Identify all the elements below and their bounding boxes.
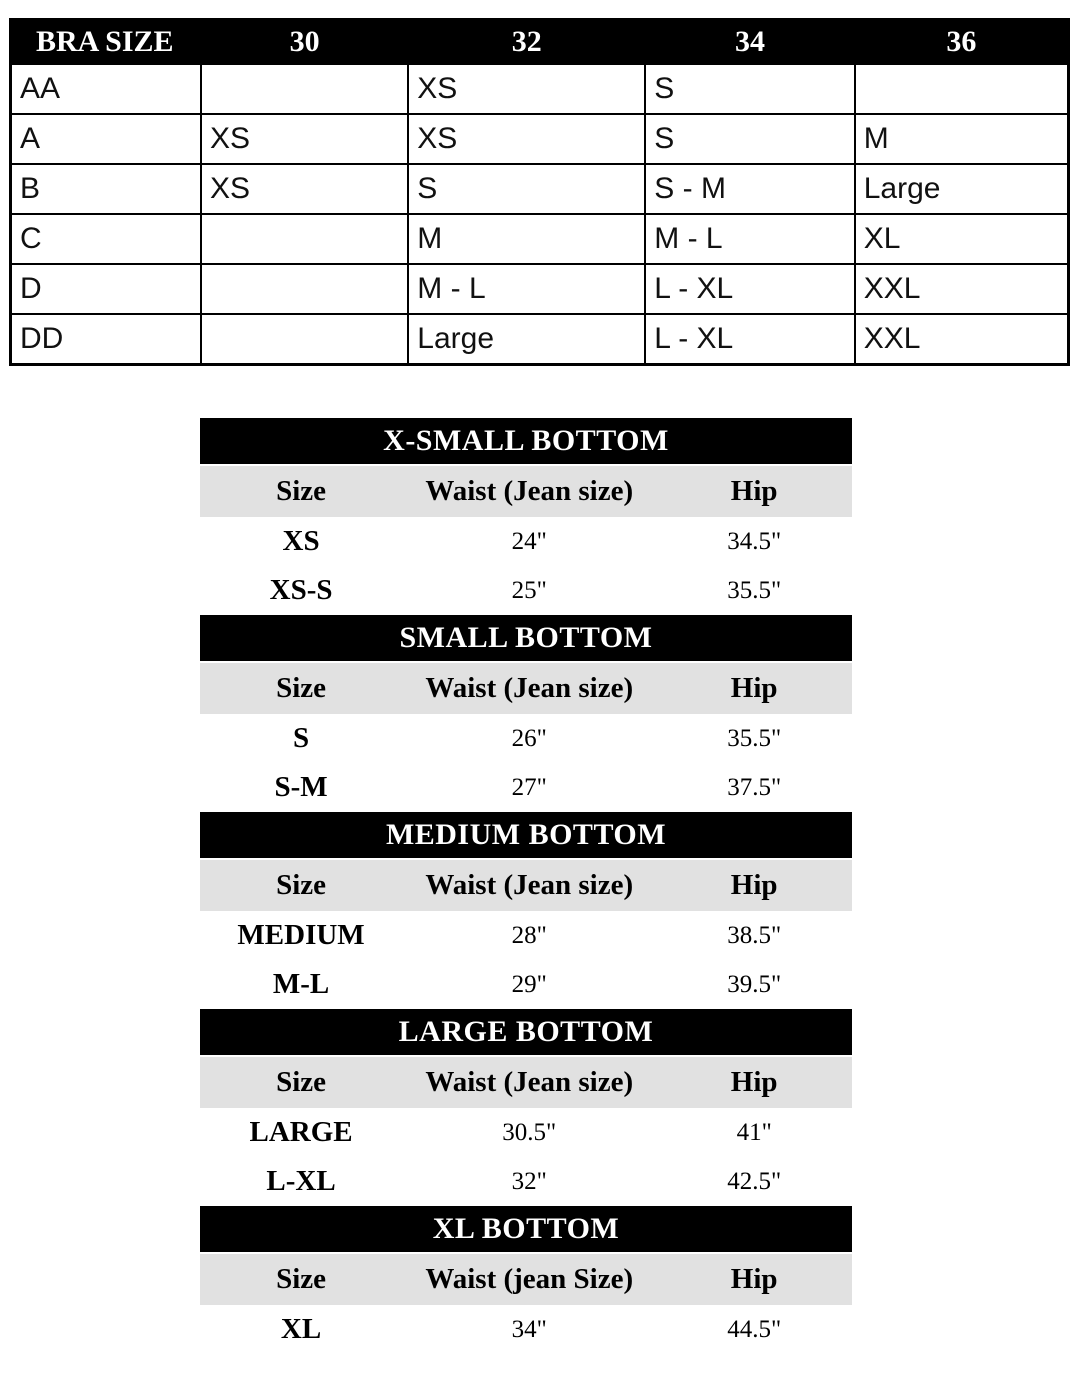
hip-cell: 42.5" [727, 1167, 782, 1195]
bra-size-cell: M [408, 214, 645, 264]
size-table [200, 1206, 852, 1354]
bra-row [11, 214, 1069, 264]
size-cell: XS-S [269, 574, 333, 606]
bra-size-cell: S - M [645, 164, 854, 214]
size-table-title: MEDIUM BOTTOM [200, 812, 852, 860]
hip-cell: 44.5" [727, 1315, 782, 1343]
bra-table-header-row [11, 20, 1069, 65]
waist-cell: 29" [511, 970, 547, 998]
waist-cell: 30.5" [502, 1118, 557, 1146]
bra-size-cell: S [408, 164, 645, 214]
size-table-header-row [200, 860, 852, 911]
column-header-waist: Waist (jean Size) [425, 1263, 634, 1295]
bra-size-cell [201, 264, 408, 314]
size-table [200, 615, 852, 812]
size-table-header-row [200, 1254, 852, 1305]
size-row [200, 911, 852, 960]
bra-row [11, 164, 1069, 214]
waist-cell: 34" [511, 1315, 547, 1343]
size-cell: XS [282, 525, 320, 557]
waist-cell: 26" [511, 724, 547, 752]
size-row [200, 714, 852, 763]
hip-cell: 39.5" [727, 970, 782, 998]
column-header-size: Size [276, 475, 327, 507]
column-header-size: Size [276, 1263, 327, 1295]
bra-band-header: 30 [201, 20, 408, 65]
bra-size-cell: S [645, 114, 854, 164]
bra-size-cell: XS [201, 164, 408, 214]
column-header-hip: Hip [730, 475, 778, 507]
bra-size-cell: XXL [855, 314, 1069, 365]
bra-row [11, 114, 1069, 164]
bra-size-cell: XXL [855, 264, 1069, 314]
size-table [200, 418, 852, 615]
waist-cell: 32" [511, 1167, 547, 1195]
column-header-waist: Waist (Jean size) [425, 1066, 634, 1098]
bra-size-cell: XS [201, 114, 408, 164]
bra-size-cell: Large [408, 314, 645, 365]
column-header-size: Size [276, 869, 327, 901]
bra-size-cell [201, 214, 408, 264]
column-header-size: Size [276, 1066, 327, 1098]
size-table-title: LARGE BOTTOM [200, 1009, 852, 1057]
bra-size-table [9, 18, 1070, 366]
size-row [200, 517, 852, 566]
column-header-hip: Hip [730, 869, 778, 901]
size-cell: M-L [272, 968, 330, 1000]
column-header-size: Size [276, 672, 327, 704]
bra-cup-cell: C [11, 214, 201, 264]
size-row [200, 763, 852, 812]
bra-size-cell: XS [408, 114, 645, 164]
bra-size-cell: L - XL [645, 314, 854, 365]
waist-cell: 25" [511, 576, 547, 604]
size-row [200, 1157, 852, 1206]
column-header-waist: Waist (Jean size) [425, 672, 634, 704]
bra-band-header: 34 [645, 20, 854, 65]
bottom-size-tables [200, 418, 852, 1354]
bra-size-cell: Large [855, 164, 1069, 214]
bra-size-cell [855, 64, 1069, 114]
hip-cell: 35.5" [727, 576, 782, 604]
bra-cup-cell: AA [11, 64, 201, 114]
column-header-waist: Waist (Jean size) [425, 869, 634, 901]
size-cell: LARGE [249, 1116, 353, 1148]
size-cell: S-M [274, 771, 328, 803]
waist-cell: 24" [511, 527, 547, 555]
bra-size-cell: L - XL [645, 264, 854, 314]
size-row [200, 1305, 852, 1354]
bra-cup-cell: DD [11, 314, 201, 365]
bra-row [11, 264, 1069, 314]
bra-band-header: 32 [408, 20, 645, 65]
bra-size-cell: XS [408, 64, 645, 114]
size-table-header-row [200, 466, 852, 517]
bra-size-cell: M - L [408, 264, 645, 314]
size-row [200, 1108, 852, 1157]
bra-size-cell: S [645, 64, 854, 114]
size-row [200, 566, 852, 615]
bra-row [11, 314, 1069, 365]
waist-cell: 28" [511, 921, 547, 949]
size-table-header-row [200, 663, 852, 714]
bra-cup-cell: A [11, 114, 201, 164]
hip-cell: 37.5" [727, 773, 782, 801]
hip-cell: 34.5" [727, 527, 782, 555]
size-table-title: X-SMALL BOTTOM [200, 418, 852, 466]
bra-size-cell: M - L [645, 214, 854, 264]
bra-size-cell [201, 314, 408, 365]
size-cell: XL [280, 1313, 322, 1345]
size-cell: S [292, 722, 310, 754]
bra-size-cell: XL [855, 214, 1069, 264]
size-table [200, 812, 852, 1009]
size-table [200, 1009, 852, 1206]
hip-cell: 35.5" [727, 724, 782, 752]
size-cell: L-XL [266, 1165, 336, 1197]
waist-cell: 27" [511, 773, 547, 801]
column-header-hip: Hip [730, 1263, 778, 1295]
column-header-waist: Waist (Jean size) [425, 475, 634, 507]
size-cell: MEDIUM [237, 919, 365, 951]
bra-band-header: 36 [855, 20, 1069, 65]
column-header-hip: Hip [730, 1066, 778, 1098]
bra-size-cell [201, 64, 408, 114]
hip-cell: 38.5" [727, 921, 782, 949]
bra-size-cell: M [855, 114, 1069, 164]
column-header-hip: Hip [730, 672, 778, 704]
size-table-title: SMALL BOTTOM [200, 615, 852, 663]
size-row [200, 960, 852, 1009]
size-table-header-row [200, 1057, 852, 1108]
bra-cup-cell: B [11, 164, 201, 214]
bra-cup-cell: D [11, 264, 201, 314]
bra-row [11, 64, 1069, 114]
hip-cell: 41" [736, 1118, 772, 1146]
bra-header-label: BRA SIZE [11, 20, 201, 65]
size-table-title: XL BOTTOM [200, 1206, 852, 1254]
